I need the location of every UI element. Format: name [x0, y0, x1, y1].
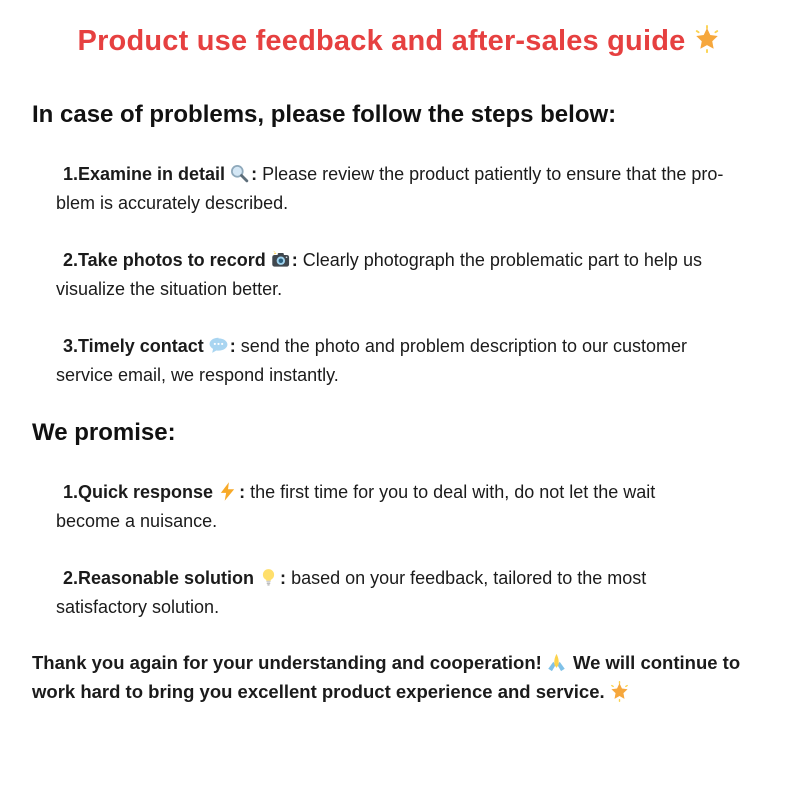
step-lead: 1.Examine in detail: [63, 164, 226, 184]
promise-heading: We promise:: [32, 419, 176, 446]
glowing-star-icon: [693, 25, 721, 53]
problem-step-2: [56, 246, 724, 304]
step-lead: 1.Quick response: [63, 482, 214, 502]
step-body: send the photo and problem description to our customer service email, we respond instantly.: [56, 336, 688, 385]
step-body: Please review the product patiently to ensure that the pro-blem is accurately described.: [56, 164, 724, 213]
folded-hands-icon: [546, 652, 567, 673]
step-separator: :: [291, 250, 298, 270]
speech-balloon-icon: [208, 335, 229, 356]
step-separator: :: [239, 482, 246, 502]
light-bulb-icon: [258, 567, 279, 588]
lightning-bolt-icon: [217, 481, 238, 502]
step-lead: 2.Reasonable solution: [63, 568, 255, 588]
step-separator: :: [229, 336, 236, 356]
glowing-star-icon: [609, 681, 630, 702]
footer-text-1: Thank you again for your understanding and cooperation!: [32, 652, 542, 673]
problems-heading: In case of problems, please follow the steps below:: [32, 101, 617, 128]
promise-step-2: [56, 564, 724, 622]
step-separator: :: [251, 164, 258, 184]
step-separator: :: [280, 568, 287, 588]
camera-with-flash-icon: [270, 249, 291, 270]
step-body: based on your feedback, tailored to the most satisfactory solution.: [56, 568, 647, 617]
magnifying-glass-icon: [229, 163, 250, 184]
page-title-text: Product use feedback and after-sales guide: [77, 25, 686, 57]
promise-step-1: [56, 478, 724, 536]
problem-step-1: [56, 160, 724, 218]
problem-step-3: [56, 332, 724, 390]
step-lead: 3.Timely contact: [63, 336, 204, 356]
step-body: Clearly photograph the problematic part to help us visualize the situation better.: [56, 250, 702, 299]
page-title: [32, 20, 768, 62]
step-body: the first time for you to deal with, do not let the wait become a nuisance.: [56, 482, 656, 531]
footer-text-2: We will continue to work hard to bring you excellent product experience and service.: [32, 652, 741, 702]
footer-paragraph: [32, 648, 770, 706]
step-lead: 2.Take photos to record: [63, 250, 266, 270]
